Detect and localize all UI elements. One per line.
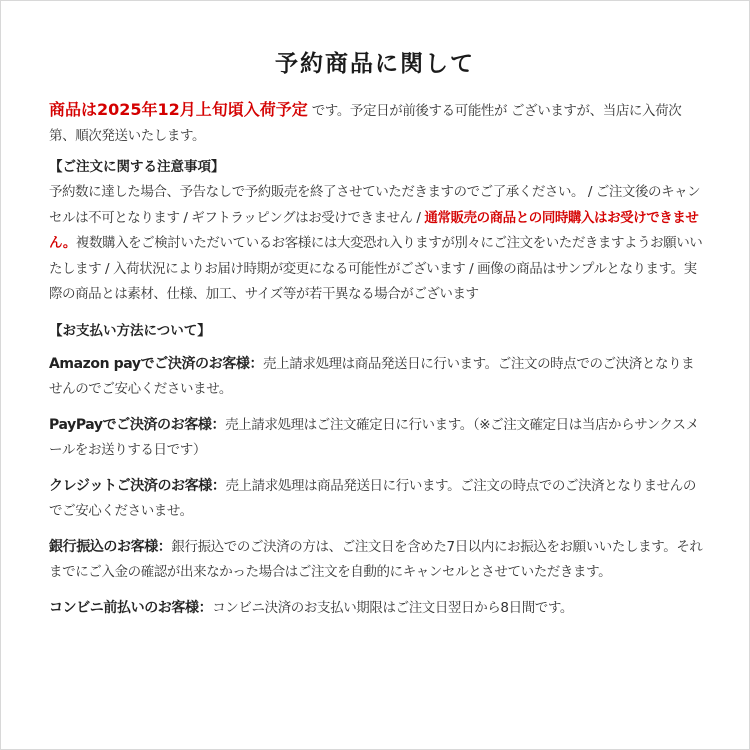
order-notes-body bbox=[49, 180, 705, 308]
payment-label: コンビニ前払いのお客様： bbox=[49, 599, 213, 616]
payment-label: クレジットご決済のお客様： bbox=[49, 477, 226, 494]
payment-methods-heading: 【お支払い方法について】 bbox=[49, 322, 211, 339]
payment-text: 銀行振込でのご決済の方は、ご注文日を含めた7日以内にお振込をお願いいたします。それまでにご入金の確認が出来なかった場合はご注文を自動的にキャンセルとさせていただきます。 bbox=[49, 538, 703, 580]
payment-text: コンビニ決済のお支払い期限はご注文日翌日から8日間です。 bbox=[212, 599, 574, 616]
payment-item-bank-transfer bbox=[49, 535, 705, 585]
payment-label: 銀行振込のお客様： bbox=[49, 538, 172, 555]
order-notes-text-2: 複数購入をご検討いただいているお客様には大変恐れ入りますが別々にご注文をいただきますようお願いいたします / 入荷状況によりお届け時期が変更になる可能性がございます / 画像の商品はサンプルとなります。実際の商品とは素材、仕様、加工、サイズ等が若干異なる場合がございます bbox=[49, 235, 703, 302]
order-notes-text-1: 予約数に達した場合、予告なしで予約販売を終了させていただきますのでご了承ください。 / ご注文後のキャンセルは不可となります / ギフトラッピングはお受けできません / bbox=[49, 184, 701, 226]
page-title: 予約商品に関して bbox=[275, 51, 475, 77]
payment-text: 売上請求処理は商品発送日に行います。ご注文の時点でのご決済となりませんのでご安心くださいませ。 bbox=[49, 355, 695, 397]
payment-item-amazon-pay bbox=[49, 352, 705, 402]
payment-label: PayPayでご決済のお客様： bbox=[49, 416, 226, 433]
payment-label: Amazon payでご決済のお客様： bbox=[49, 355, 264, 372]
payment-text: 売上請求処理は商品発送日に行います。ご注文の時点でのご決済となりませんのでご安心くださいませ。 bbox=[49, 477, 696, 519]
arrival-intro bbox=[49, 97, 705, 149]
order-notes-heading: 【ご注文に関する注意事項】 bbox=[49, 159, 225, 175]
payment-item-convenience-store bbox=[49, 596, 705, 621]
order-notes-warning: 通常販売の商品との同時購入はお受けできません。 bbox=[49, 209, 699, 251]
payment-item-paypay bbox=[49, 413, 705, 463]
arrival-intro-text: です。予定日が前後する可能性が ございますが、当店に入荷次第、順次発送いたします。 bbox=[49, 103, 682, 144]
payment-text: 売上請求処理はご注文確定日に行います。（※ご注文確定日は当店からサンクスメールをお送りする日です） bbox=[49, 416, 699, 458]
notice-content bbox=[49, 97, 705, 632]
payment-item-credit bbox=[49, 474, 705, 524]
arrival-date-highlight: 商品は2025年12月上旬頃入荷予定 bbox=[49, 100, 308, 119]
